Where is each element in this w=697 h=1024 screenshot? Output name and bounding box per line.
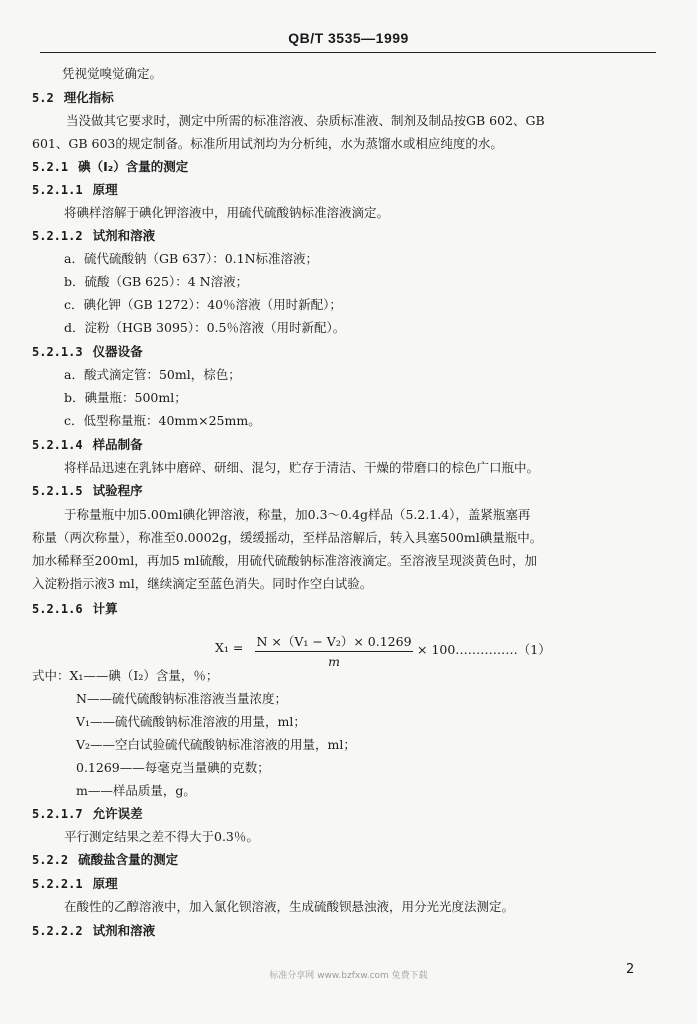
- text-line: [64, 899, 514, 915]
- line-text: N——硫代硫酸钠标准溶液当量浓度；: [76, 691, 287, 706]
- section-title: 试剂和溶液: [92, 228, 156, 243]
- text-line: [32, 668, 218, 684]
- text-line: [64, 205, 389, 221]
- section-title: 理化指标: [63, 90, 114, 105]
- formula-numerator: N ×（V₁ − V₂）× 0.1269: [255, 632, 413, 652]
- formula-rhs: × 100……………（1）: [417, 642, 551, 657]
- standard-number-header: QB/T 3535—1999: [288, 30, 409, 46]
- section-title: 样品制备: [92, 437, 143, 452]
- line-text: 当没做其它要求时，测定中所需的标准溶液、杂质标准液、制剂及制品按GB 602、GB: [66, 113, 545, 128]
- section-heading: [32, 90, 114, 106]
- section-number: 5.2.1.7: [32, 807, 83, 821]
- formula-fraction: [255, 632, 413, 669]
- line-text: V₁——硫代硫酸钠标准溶液的用量，ml；: [76, 714, 306, 729]
- line-text: 式中：X₁——碘（I₂）含量，％；: [32, 668, 219, 683]
- section-heading: [32, 182, 118, 198]
- text-line: [64, 297, 342, 313]
- section-title: 原理: [92, 876, 118, 891]
- line-text: b．碘量瓶：500ml；: [64, 390, 187, 405]
- section-title: 试验程序: [92, 483, 143, 498]
- text-line: [62, 66, 162, 82]
- line-text: a．硫代硫酸钠（GB 637）：0.1N标准溶液；: [64, 251, 319, 266]
- line-text: m——样品质量，g。: [76, 783, 196, 798]
- section-heading: [32, 876, 118, 892]
- line-text: 加水稀释至200ml，再加5 ml硫酸，用硫代硫酸钠标准溶液滴定。至溶液呈现淡黄色时，加: [32, 553, 537, 568]
- section-number: 5.2.1.3: [32, 345, 83, 359]
- section-number: 5.2.1.6: [32, 602, 83, 616]
- text-line: [32, 530, 542, 546]
- line-text: 将样品迅速在乳钵中磨碎、研细、混匀，贮存于清洁、干燥的带磨口的棕色广口瓶中。: [64, 460, 540, 475]
- section-number: 5.2.2.2: [32, 924, 83, 938]
- section-title: 试剂和溶液: [92, 923, 156, 938]
- line-text: 将碘样溶解于碘化钾溶液中，用硫代硫酸钠标准溶液滴定。: [64, 205, 390, 220]
- section-heading: [32, 806, 143, 822]
- text-line: [76, 760, 270, 776]
- line-text: V₂——空白试验硫代硫酸钠标准溶液的用量，ml；: [76, 737, 356, 752]
- text-line: [64, 367, 241, 383]
- section-heading: [32, 852, 178, 868]
- text-line: [76, 714, 306, 730]
- text-line: [76, 691, 287, 707]
- line-text: d．淀粉（HGB 3095）：0.5％溶液（用时新配）。: [64, 320, 346, 335]
- section-heading: [32, 344, 143, 360]
- section-number: 5.2: [32, 91, 54, 105]
- section-title: 碘（I₂）含量的测定: [78, 159, 189, 174]
- text-line: [64, 829, 259, 845]
- line-text: 0.1269——每毫克当量碘的克数；: [76, 760, 270, 775]
- line-text: b．硫酸（GB 625）：4 N溶液；: [64, 274, 249, 289]
- section-title: 仪器设备: [92, 344, 143, 359]
- text-line: [64, 460, 539, 476]
- text-line: [64, 274, 248, 290]
- section-title: 原理: [92, 182, 118, 197]
- section-heading: [32, 159, 188, 175]
- section-heading: [32, 228, 155, 244]
- section-heading: [32, 437, 143, 453]
- text-line: [64, 320, 345, 336]
- text-line: [32, 136, 503, 152]
- line-text: 凭视觉嗅觉确定。: [62, 66, 163, 81]
- formula-denominator: m: [328, 654, 340, 669]
- section-number: 5.2.1.2: [32, 229, 83, 243]
- section-number: 5.2.1.1: [32, 183, 83, 197]
- section-title: 计算: [92, 601, 118, 616]
- section-number: 5.2.1.4: [32, 438, 83, 452]
- line-text: c．碘化钾（GB 1272）：40％溶液（用时新配）；: [64, 297, 342, 312]
- section-number: 5.2.2.1: [32, 877, 83, 891]
- text-line: [76, 737, 356, 753]
- text-line: [64, 251, 318, 267]
- text-line: [64, 413, 261, 429]
- text-line: [64, 507, 530, 523]
- section-title: 硫酸盐含量的测定: [78, 852, 179, 867]
- text-line: [76, 783, 196, 799]
- text-line: [32, 553, 537, 569]
- line-text: c．低型称量瓶：40mm×25mm。: [64, 413, 261, 428]
- text-line: [32, 576, 372, 592]
- section-heading: [32, 483, 143, 499]
- section-title: 允许误差: [92, 806, 143, 821]
- line-text: 601、GB 603的规定制备。标准所用试剂均为分析纯，水为蒸馏水或相应纯度的水。: [32, 136, 503, 151]
- line-text: 称量（两次称量），称准至0.0002g，缓缓摇动，至样品溶解后，转入具塞500ml碘量瓶中。: [32, 530, 543, 545]
- line-text: 入淀粉指示液3 ml，继续滴定至蓝色消失。同时作空白试验。: [32, 576, 373, 591]
- section-number: 5.2.2: [32, 853, 69, 867]
- line-text: 在酸性的乙醇溶液中，加入氯化钡溶液，生成硫酸钡悬浊液，用分光光度法测定。: [64, 899, 515, 914]
- line-text: 于称量瓶中加5.00ml碘化钾溶液，称量，加0.3～0.4g样品（5.2.1.4），盖紧瓶塞再: [64, 507, 531, 522]
- page-number: 2: [626, 962, 635, 977]
- section-heading: [32, 923, 155, 939]
- line-text: a．酸式滴定管：50ml，棕色；: [64, 367, 241, 382]
- line-text: 平行测定结果之差不得大于0.3％。: [64, 829, 259, 844]
- section-number: 5.2.1.5: [32, 484, 83, 498]
- section-number: 5.2.1: [32, 160, 69, 174]
- section-heading: [32, 601, 118, 617]
- text-line: [64, 390, 187, 406]
- text-line: [66, 113, 545, 129]
- formula-lhs: X₁ =: [215, 640, 244, 655]
- header-rule: [40, 52, 656, 53]
- footer-watermark: 标准分享网 www.bzfxw.com 免费下载: [269, 971, 428, 981]
